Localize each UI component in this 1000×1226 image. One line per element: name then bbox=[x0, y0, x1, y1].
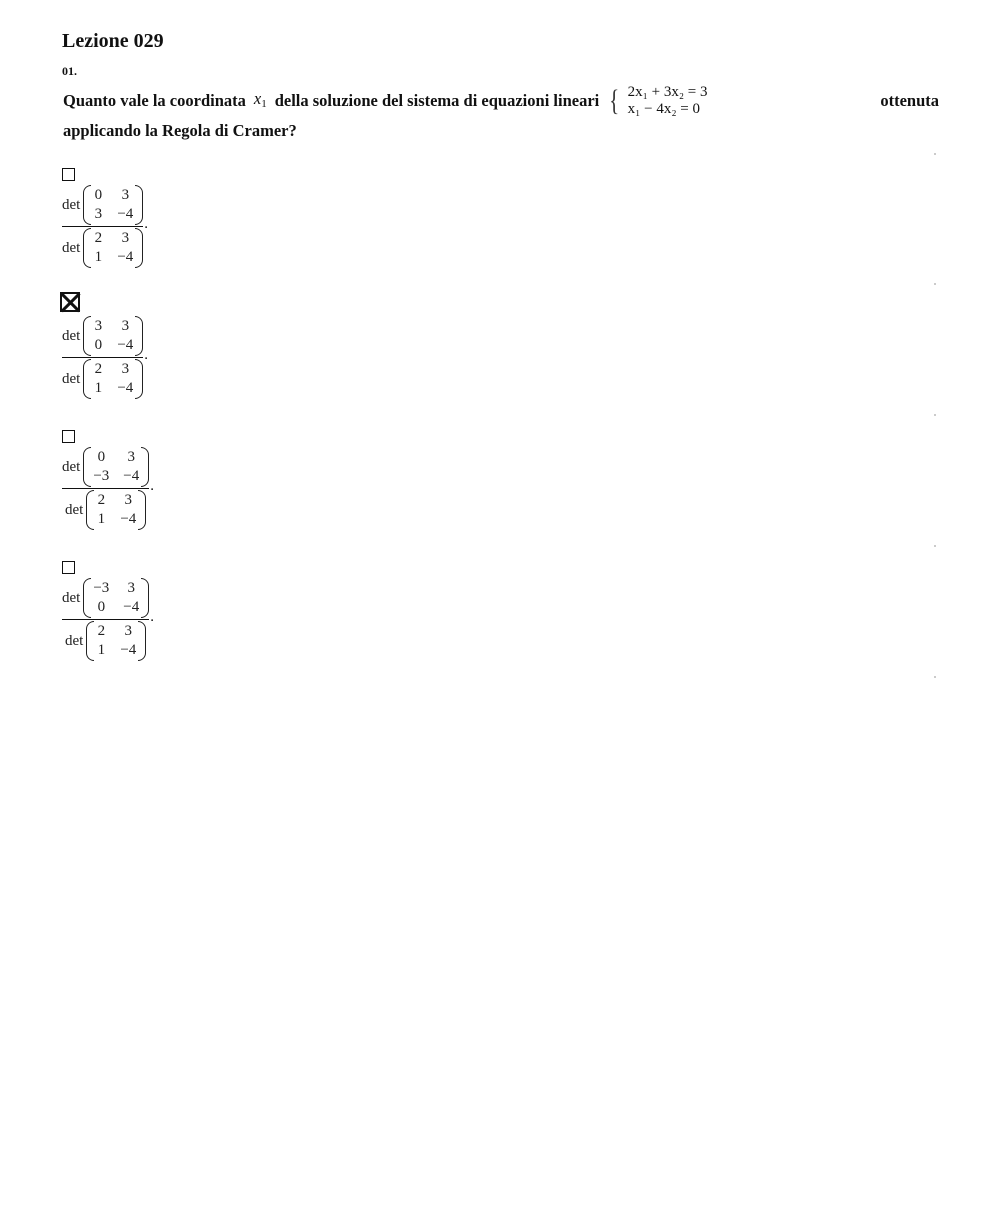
left-paren-icon bbox=[83, 359, 91, 399]
answer-option[interactable] bbox=[62, 168, 148, 268]
matrix-entry: −4 bbox=[120, 511, 137, 528]
numerator-determinant bbox=[62, 316, 143, 356]
right-paren-icon bbox=[141, 447, 149, 487]
numerator-matrix bbox=[83, 578, 149, 618]
equation-system bbox=[607, 84, 707, 118]
answer-option[interactable] bbox=[62, 296, 148, 399]
denominator-matrix bbox=[83, 359, 143, 399]
numerator-matrix bbox=[83, 316, 143, 356]
question-text-before: Quanto vale la coordinata bbox=[63, 91, 246, 110]
lesson-title: Lezione 029 bbox=[62, 30, 164, 52]
left-paren-icon bbox=[86, 490, 94, 530]
matrix-entry: 0 bbox=[94, 187, 103, 203]
matrix-entry: 1 bbox=[97, 642, 106, 659]
numerator-matrix bbox=[83, 447, 149, 487]
question-text-after: ottenuta bbox=[880, 91, 939, 110]
checkbox-icon[interactable] bbox=[62, 430, 75, 443]
matrix-entry: −4 bbox=[123, 599, 140, 615]
fraction-bar bbox=[62, 619, 149, 620]
det-label: det bbox=[64, 632, 84, 649]
left-paren-icon bbox=[83, 447, 91, 487]
matrix-entry: 0 bbox=[97, 449, 106, 465]
det-label: det bbox=[64, 501, 84, 518]
denominator-matrix bbox=[86, 621, 146, 661]
period: . bbox=[150, 478, 155, 495]
right-paren-icon bbox=[141, 578, 149, 618]
numerator-matrix bbox=[83, 185, 143, 225]
det-label: det bbox=[62, 589, 81, 606]
det-label: det bbox=[62, 196, 81, 213]
cramer-fraction bbox=[62, 316, 143, 399]
denominator-matrix bbox=[83, 228, 143, 268]
brace-icon: { bbox=[609, 84, 620, 117]
denominator-determinant bbox=[65, 490, 146, 530]
answer-option[interactable] bbox=[62, 561, 154, 661]
period: . bbox=[144, 347, 149, 364]
matrix-entry: 1 bbox=[94, 380, 103, 397]
matrix-entry: 1 bbox=[97, 511, 106, 528]
checkbox-icon[interactable] bbox=[62, 168, 75, 181]
matrix-entry: 2 bbox=[94, 230, 103, 247]
checked-box-icon[interactable] bbox=[60, 292, 80, 312]
variable-x1: $x_1$ bbox=[253, 88, 267, 110]
fraction-bar bbox=[62, 488, 149, 489]
denominator-determinant bbox=[62, 228, 143, 268]
matrix-entry: 1 bbox=[94, 249, 103, 266]
margin-dot bbox=[934, 545, 936, 547]
matrix-entry: 3 bbox=[124, 623, 133, 640]
matrix-entry: −3 bbox=[93, 580, 110, 596]
left-paren-icon bbox=[83, 185, 91, 225]
checkbox-icon[interactable] bbox=[62, 561, 75, 574]
right-paren-icon bbox=[138, 621, 146, 661]
numerator-determinant bbox=[62, 447, 149, 487]
matrix-entry: 3 bbox=[121, 361, 130, 378]
question-number: 01. bbox=[62, 64, 77, 78]
matrix-entry: −4 bbox=[123, 468, 140, 484]
right-paren-icon bbox=[135, 185, 143, 225]
matrix-entry: 0 bbox=[97, 599, 106, 615]
period: . bbox=[144, 216, 149, 233]
matrix-entry: 2 bbox=[97, 492, 106, 509]
fraction-bar bbox=[62, 226, 143, 227]
denominator-determinant bbox=[65, 621, 146, 661]
det-label: det bbox=[62, 370, 81, 387]
right-paren-icon bbox=[138, 490, 146, 530]
matrix-entry: 3 bbox=[127, 449, 136, 465]
matrix-entry: 2 bbox=[94, 361, 103, 378]
margin-dot bbox=[934, 676, 936, 678]
det-label: det bbox=[62, 239, 81, 256]
numerator-determinant bbox=[62, 578, 149, 618]
matrix-entry: 3 bbox=[124, 492, 133, 509]
right-paren-icon bbox=[135, 359, 143, 399]
left-paren-icon bbox=[83, 228, 91, 268]
numerator-determinant bbox=[62, 185, 143, 225]
question-text-middle: della soluzione del sistema di equazioni lineari bbox=[274, 91, 600, 110]
det-label: det bbox=[62, 327, 81, 344]
margin-dot bbox=[934, 414, 936, 416]
matrix-entry: −4 bbox=[117, 380, 134, 397]
left-paren-icon bbox=[86, 621, 94, 661]
matrix-entry: 2 bbox=[97, 623, 106, 640]
cramer-fraction bbox=[62, 447, 149, 530]
cramer-fraction bbox=[62, 185, 143, 268]
matrix-entry: 3 bbox=[94, 206, 103, 222]
period: . bbox=[150, 609, 155, 626]
matrix-entry: −4 bbox=[117, 206, 134, 222]
cramer-fraction bbox=[62, 578, 149, 661]
left-paren-icon bbox=[83, 316, 91, 356]
denominator-matrix bbox=[86, 490, 146, 530]
matrix-entry: −4 bbox=[117, 249, 134, 266]
matrix-entry: 3 bbox=[121, 187, 130, 203]
matrix-entry: 3 bbox=[121, 318, 130, 334]
right-paren-icon bbox=[135, 228, 143, 268]
equation-2: x₁ − 4x₂ = 0 bbox=[627, 101, 701, 117]
answer-option[interactable] bbox=[62, 430, 154, 530]
right-paren-icon bbox=[135, 316, 143, 356]
margin-dot bbox=[934, 153, 936, 155]
matrix-entry: 0 bbox=[94, 337, 103, 353]
matrix-entry: −3 bbox=[93, 468, 110, 484]
margin-dot bbox=[934, 283, 936, 285]
matrix-entry: 3 bbox=[127, 580, 136, 596]
fraction-bar bbox=[62, 357, 143, 358]
question-text bbox=[63, 86, 939, 146]
det-label: det bbox=[62, 458, 81, 475]
denominator-determinant bbox=[62, 359, 143, 399]
question-text-line2: applicando la Regola di Cramer? bbox=[63, 121, 297, 140]
matrix-entry: 3 bbox=[121, 230, 130, 247]
left-paren-icon bbox=[83, 578, 91, 618]
equation-1: 2x₁ + 3x₂ = 3 bbox=[627, 84, 708, 100]
matrix-entry: 3 bbox=[94, 318, 103, 334]
matrix-entry: −4 bbox=[117, 337, 134, 353]
matrix-entry: −4 bbox=[120, 642, 137, 659]
